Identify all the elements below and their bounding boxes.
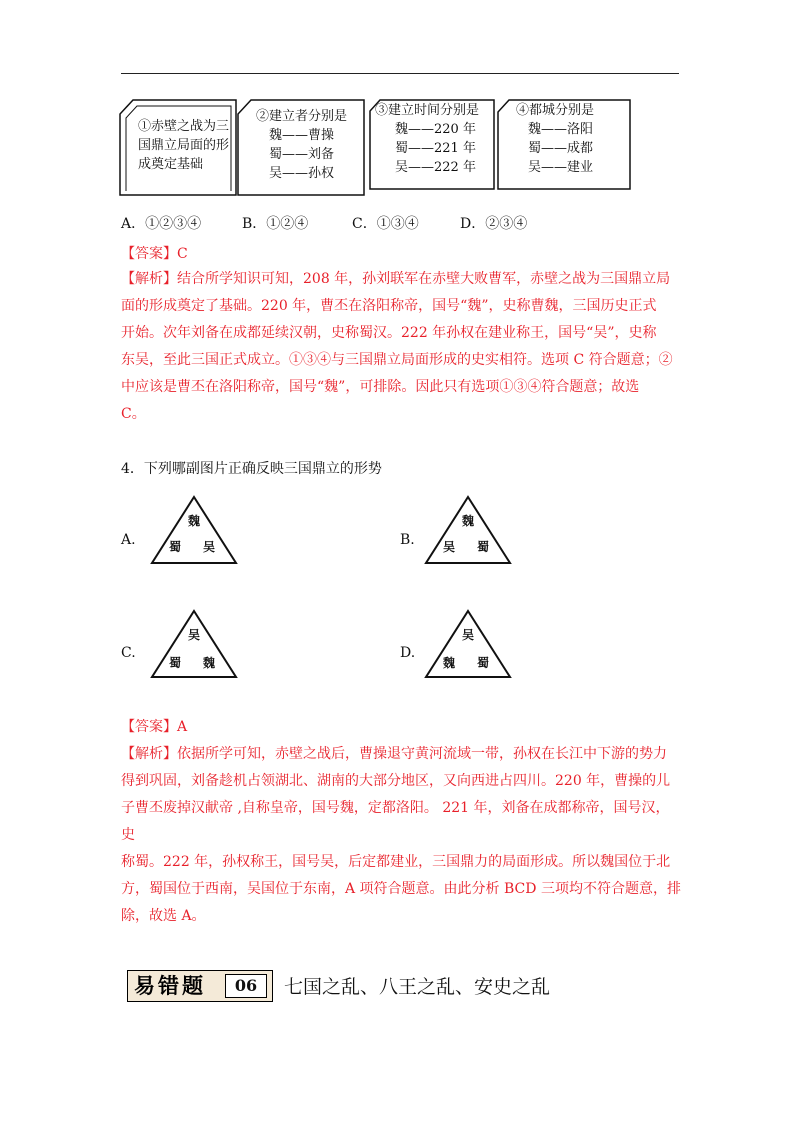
triangle-left-label: 魏 [443, 656, 456, 670]
triangle-icon [423, 608, 513, 680]
q3-option-c: C．①③④ [352, 216, 419, 232]
analysis-line: 【解析】依据所学可知，赤壁之战后，曹操退守黄河流域一带，孙权在长江中下游的势力 [121, 746, 667, 762]
q4-answer: 【答案】A [121, 719, 188, 735]
box-line: 蜀——刘备 [269, 147, 335, 162]
triangle-top-label: 魏 [188, 514, 201, 528]
analysis-line: 称蜀。222 年，孙权称王，国号吴，后定都建业，三国鼎力的局面形成。所以魏国位于北 [121, 854, 671, 870]
analysis-line: 除，故选 A。 [121, 908, 206, 924]
analysis-line: 得到巩固，刘备趁机占领湖北、湖南的大部分地区，又向西进占四川。220 年，曹操的儿 [121, 773, 671, 789]
q4-option-b-letter: B. [400, 532, 415, 548]
box-line: 魏——220 年 [395, 122, 476, 137]
q4-question: 4．下列哪副图片正确反映三国鼎立的形势 [121, 461, 382, 477]
triangle-top-label: 魏 [462, 514, 475, 528]
box-line: 吴——建业 [528, 160, 594, 175]
box-line: ①赤壁之战为三 [138, 119, 230, 134]
triangle-right-label: 魏 [203, 656, 216, 670]
q4-option-a-triangle [149, 494, 239, 566]
statement-box-2 [236, 97, 366, 197]
analysis-line: 中应该是曹丕在洛阳称帝，国号“魏”，可排除。因此只有选项①③④符合题意；故选 [121, 379, 640, 395]
box-line: ②建立者分别是 [256, 109, 348, 124]
triangle-right-label: 蜀 [477, 540, 490, 554]
q3-analysis [121, 266, 681, 428]
q4-option-c-triangle [149, 608, 239, 680]
q4-option-d-triangle [423, 608, 513, 680]
box-line: 蜀——成都 [528, 141, 594, 156]
analysis-line: 【解析】结合所学知识可知，208 年，孙刘联军在赤壁大败曹军，赤壁之战为三国鼎立局 [121, 271, 671, 287]
triangle-left-label: 蜀 [169, 540, 182, 554]
box-line: 魏——洛阳 [528, 122, 594, 137]
triangle-right-label: 蜀 [477, 656, 490, 670]
q4-option-c-letter: C. [121, 645, 136, 661]
box-line: 吴——孙权 [269, 166, 335, 181]
box-line: 魏——曹操 [269, 128, 335, 143]
analysis-line: 方，蜀国位于西南，吴国位于东南，A 项符合题意。由此分析 BCD 三项均不符合题意，排 [121, 881, 681, 897]
q4-option-b-triangle [423, 494, 513, 566]
section-label: 易错题 [134, 973, 206, 998]
box-line: 蜀——221 年 [395, 141, 476, 156]
section-banner [127, 970, 273, 1002]
triangle-left-label: 蜀 [169, 656, 182, 670]
q3-answer: 【答案】C [121, 246, 188, 262]
analysis-line: 子曹丕废掉汉献帝 ,自称皇帝，国号魏，定都洛阳。 221 年，刘备在成都称帝，国号汉，史 [121, 800, 670, 843]
triangle-right-label: 吴 [203, 540, 216, 554]
statement-box-3 [368, 97, 496, 191]
triangle-top-label: 吴 [188, 628, 201, 642]
q4-option-a-letter: A. [121, 532, 136, 548]
box-line: ④都城分别是 [516, 103, 595, 118]
q3-option-d: D．②③④ [460, 216, 528, 232]
triangle-left-label: 吴 [443, 540, 456, 554]
triangle-icon [423, 494, 513, 566]
analysis-line: 开始。次年刘备在成都延续汉朝，史称蜀汉。222 年孙权在建业称王，国号“吴”，史称 [121, 325, 657, 341]
box-line: 国鼎立局面的形 [138, 138, 230, 153]
analysis-line: 东吴，至此三国正式成立。①③④与三国鼎立局面形成的史实相符。选项 C 符合题意；② [121, 352, 673, 368]
box-line: 成奠定基础 [138, 157, 204, 172]
statement-box-1 [118, 97, 238, 197]
statement-box-4 [496, 97, 632, 191]
q4-analysis [121, 741, 681, 930]
section-title: 七国之乱、八王之乱、安史之乱 [284, 976, 551, 998]
analysis-line: 面的形成奠定了基础。220 年，曹丕在洛阳称帝，国号“魏”，史称曹魏，三国历史正式 [121, 298, 657, 314]
q4-option-d-letter: D. [400, 645, 416, 661]
q3-option-a: A．①②③④ [121, 216, 202, 232]
section-number: 06 [225, 974, 267, 998]
triangle-icon [149, 494, 239, 566]
header-rule [121, 73, 679, 74]
box-line: ③建立时间分别是 [375, 103, 480, 118]
q3-option-b: B．①②④ [242, 216, 309, 232]
analysis-line: C。 [121, 406, 146, 422]
triangle-icon [149, 608, 239, 680]
box-line: 吴——222 年 [395, 160, 476, 175]
triangle-top-label: 吴 [462, 628, 475, 642]
